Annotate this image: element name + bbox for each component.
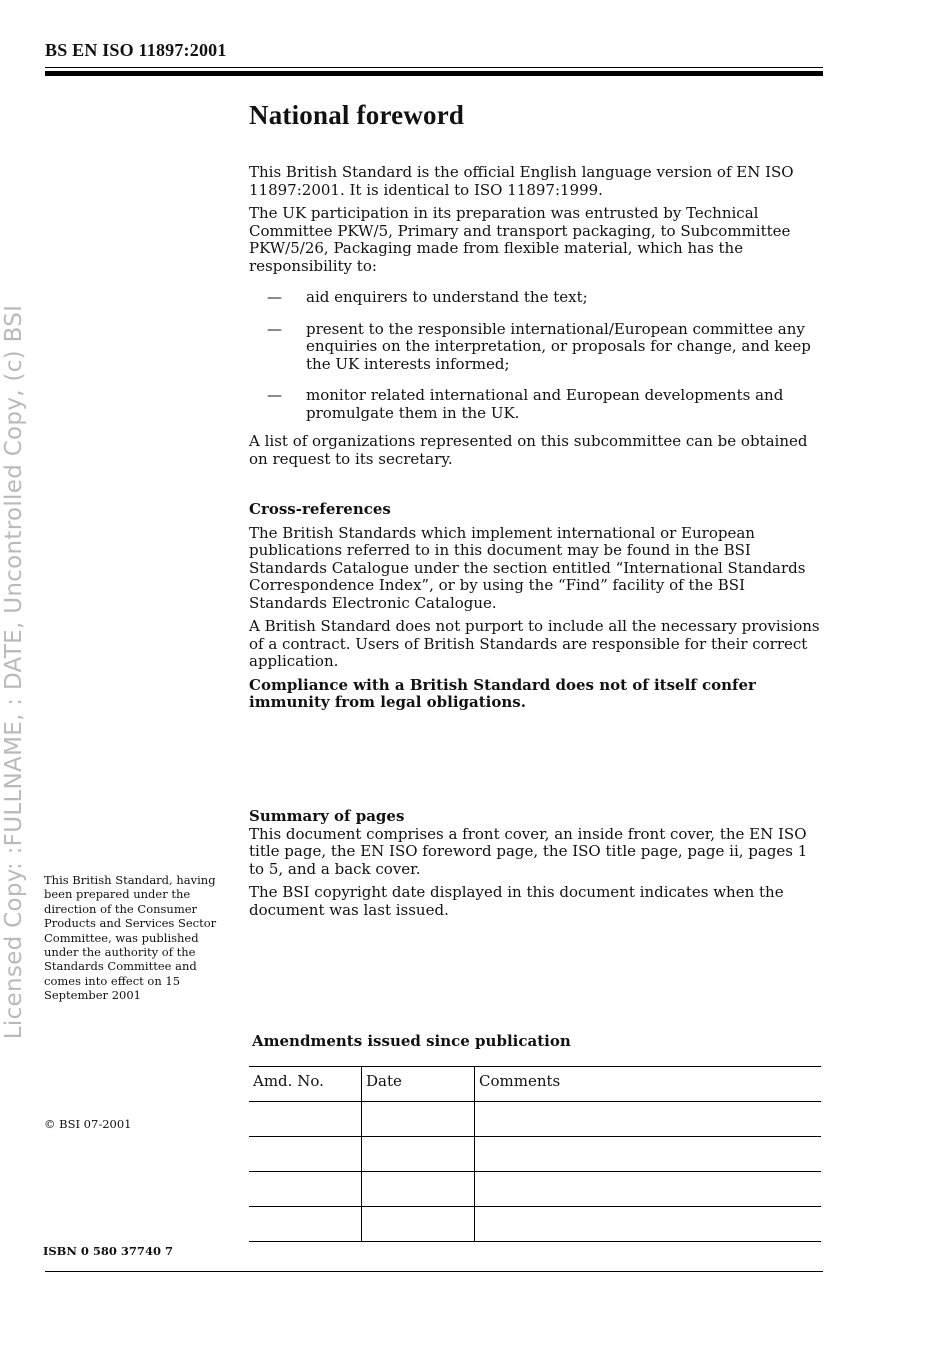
list-item-text: aid enquirers to understand the text; bbox=[306, 288, 588, 306]
amendments-table bbox=[249, 1066, 821, 1242]
amendments-title: Amendments issued since publication bbox=[252, 1032, 571, 1050]
table-row bbox=[249, 1207, 821, 1242]
table-cell bbox=[362, 1102, 475, 1137]
table-cell bbox=[475, 1102, 822, 1137]
responsibility-list bbox=[249, 289, 824, 436]
table-cell bbox=[475, 1207, 822, 1242]
table-header-row bbox=[249, 1067, 821, 1102]
list-item bbox=[249, 387, 824, 422]
table-cell bbox=[362, 1137, 475, 1172]
table-cell bbox=[475, 1172, 822, 1207]
cross-references-heading: Cross-references bbox=[249, 500, 391, 518]
compliance-statement: Compliance with a British Standard does not of itself confer immunity from legal obligations. bbox=[249, 675, 756, 711]
list-item-text: monitor related international and European developments and promulgate them in the UK. bbox=[306, 386, 784, 422]
intro-paragraph: The UK participation in its preparation was entrusted by Technical Committee PKW/5, Primary and transport packaging, to Subcommittee PKW/5/26, Packaging made from flexible material, which has the responsibility to: bbox=[249, 204, 791, 275]
copyright-notice: © BSI 07-2001 bbox=[44, 1117, 132, 1131]
table-cell bbox=[362, 1207, 475, 1242]
table-row bbox=[249, 1137, 821, 1172]
table-cell bbox=[249, 1137, 362, 1172]
summary-heading: Summary of pages bbox=[249, 807, 405, 825]
page-title: National foreword bbox=[249, 100, 465, 130]
list-item-text: present to the responsible international/European committee any enquiries on the interpretation, or proposals for change, and keep the UK interests informed; bbox=[306, 319, 811, 373]
table-cell bbox=[249, 1172, 362, 1207]
intro-paragraph: This British Standard is the official English language version of EN ISO 11897:2001. It is identical to ISO 11897:1999. bbox=[249, 163, 794, 199]
header-rule-thin bbox=[45, 67, 823, 68]
list-dash: — bbox=[267, 386, 282, 404]
header-rule-thick bbox=[45, 71, 823, 76]
summary-paragraph: The BSI copyright date displayed in this document indicates when the document was last issued. bbox=[249, 883, 784, 919]
isbn: ISBN 0 580 37740 7 bbox=[43, 1244, 173, 1258]
list-dash: — bbox=[267, 288, 282, 306]
table-row bbox=[249, 1102, 821, 1137]
table-row bbox=[249, 1172, 821, 1207]
table-cell bbox=[475, 1137, 822, 1172]
standard-identifier: BS EN ISO 11897:2001 bbox=[45, 40, 227, 60]
footer-rule bbox=[45, 1271, 823, 1272]
list-dash: — bbox=[267, 319, 282, 338]
table-cell bbox=[249, 1102, 362, 1137]
list-item bbox=[249, 289, 824, 307]
watermark-text: Licensed Copy: :FULLNAME, : DATE, Uncontrolled Copy, (c) BSI bbox=[1, 304, 27, 1040]
cross-references-paragraph: A British Standard does not purport to include all the necessary provisions of a contract. Users of British Standards are responsible for their correct application. bbox=[249, 617, 820, 670]
organizations-note bbox=[249, 433, 824, 474]
column-header-comments: Comments bbox=[475, 1067, 822, 1102]
column-header-date: Date bbox=[362, 1067, 475, 1102]
summary-paragraph: This document comprises a front cover, an inside front cover, the EN ISO title page, the EN ISO foreword page, the ISO title page, page ii, pages 1 to 5, and a back cover. bbox=[249, 824, 808, 878]
cross-references-paragraph: The British Standards which implement international or European publications referred to in this document may be found in the BSI Standards Catalogue under the section entitled “International Standards Correspondence Index”, or by using the “Find” facility of the BSI Standards Electronic Catalogue. bbox=[249, 523, 806, 612]
publication-note: This British Standard, having been prepared under the direction of the Consumer Products and Services Sector Committee, was published under the authority of the Standards Committee and comes into effect on 15 September 2001 bbox=[44, 873, 217, 1003]
table-cell bbox=[362, 1172, 475, 1207]
list-item bbox=[249, 321, 824, 374]
organizations-paragraph: A list of organizations represented on this subcommittee can be obtained on request to its secretary. bbox=[249, 432, 808, 468]
table-cell bbox=[249, 1207, 362, 1242]
summary-section bbox=[249, 808, 824, 925]
intro-section bbox=[249, 164, 824, 281]
cross-references-section bbox=[249, 501, 824, 718]
column-header-amd-no: Amd. No. bbox=[249, 1067, 362, 1102]
